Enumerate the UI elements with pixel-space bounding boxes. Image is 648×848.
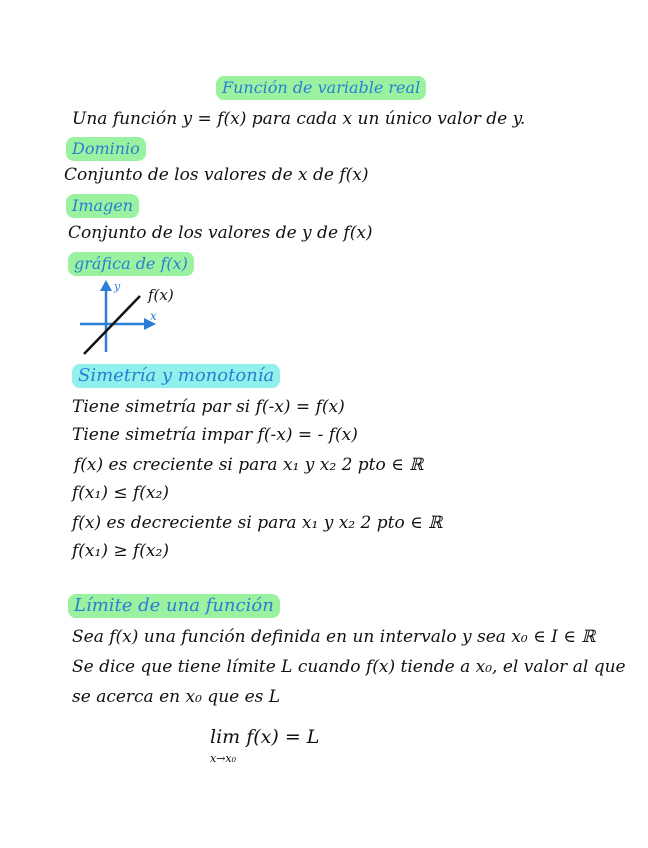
heading-simetria: Simetría y monotonía (72, 364, 280, 388)
imagen-text: Conjunto de los valores de y de f(x) (68, 223, 373, 243)
heading-dominio: Dominio (66, 137, 146, 161)
page-title: Función de variable real (216, 76, 426, 100)
limit-formula: lim f(x) = L (210, 726, 320, 748)
dominio-text: Conjunto de los valores de x de f(x) (64, 165, 369, 185)
monotonia-line: f(x₁) ≥ f(x₂) (72, 541, 169, 561)
intro-text: Una función y = f(x) para cada x un único valor de y. (72, 109, 526, 129)
limite-line: Se dice que tiene límite L cuando f(x) tiende a x₀, el valor al que (72, 657, 626, 677)
simetria-line: Tiene simetría impar f(-x) = - f(x) (72, 425, 358, 445)
monotonia-line: f(x) es decreciente si para x₁ y x₂ 2 pto ∈ ℝ (72, 513, 443, 533)
heading-limite: Límite de una función (68, 594, 280, 618)
monotonia-line: f(x) es creciente si para x₁ y x₂ 2 pto ∈ ℝ (74, 455, 424, 475)
axis-x-label: x (150, 309, 157, 323)
limite-line: Sea f(x) una función definida en un intervalo y sea x₀ ∈ I ∈ ℝ (72, 627, 596, 647)
monotonia-line: f(x₁) ≤ f(x₂) (72, 483, 169, 503)
graph-fx-label: f(x) (148, 286, 174, 304)
heading-imagen: Imagen (66, 194, 139, 218)
simetria-line: Tiene simetría par si f(-x) = f(x) (72, 397, 345, 417)
heading-grafica: gráfica de f(x) (68, 252, 194, 276)
y-axis-arrow (100, 280, 112, 291)
limit-formula-subscript: x→x₀ (210, 752, 237, 765)
limite-line: se acerca en x₀ que es L (72, 687, 281, 707)
axis-y-label: y (114, 280, 121, 293)
